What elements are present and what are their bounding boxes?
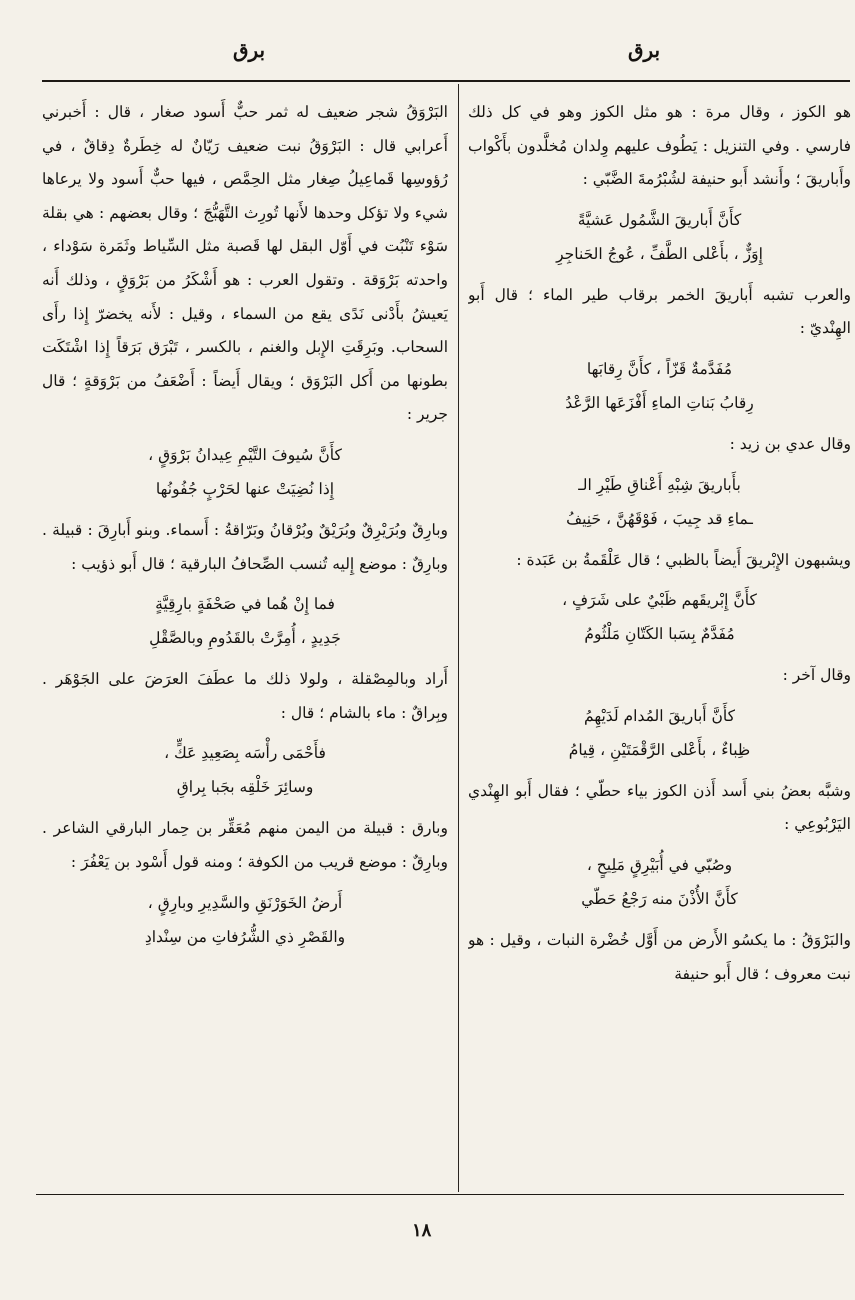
verse-line: جَدِيدٍ ، أُمِرَّتْ بالقَدُومِ وبالصَّقْلِ (149, 629, 341, 648)
paragraph: هو الكوز ، وقال مرة : هو مثل الكوز وهو في كل ذلك فارسي . وفي التنزيل : يَطُوف عليهم وِلدان مُخلَّدون بأَكْواب وأَباريقَ ؛ وأَنشد أَبو حنيفة لشُبْرُمةَ الضَّبّي : (468, 103, 851, 189)
verse-line: كأَنَّ إِبْريقَهم ظَبْيٌ على شَرَفٍ ، (562, 591, 757, 610)
verse-line: ـماءِ قد جِيبَ ، فَوْقَهُنَّ ، حَنِيفُ (566, 509, 753, 528)
verse-line: والقَصْرِ ذي الشُّرُفاتِ من سِنْدادِ (144, 927, 346, 946)
right-column (468, 96, 851, 1192)
verse (468, 583, 851, 651)
verse-line: إِذا نُضِيَتْ عنها لحَرْبٍ جُفُونُها (155, 479, 335, 498)
verse-line: كأَنَّ أَباريقَ المُدام لَدَيْهِمُ (584, 706, 735, 725)
page-number: ١٨ (412, 1220, 432, 1241)
verse (468, 203, 851, 271)
verse (468, 468, 851, 536)
paragraph: وبارق : قبيلة من اليمن منهم مُعَقِّر بن حِمار البارقي الشاعر . وبارِقٌ : موضع قريب من الكوفة ؛ ومنه قول أَسْود بن يَعْفُرَ : (42, 819, 448, 871)
verse-line: إِوَزٌّ ، بأَعْلى الطَّفِّ ، عُوجُ الحَناجِرِ (556, 244, 763, 263)
verse-line: فما إِنْ هُما في صَحْفَةٍ بارِقِيَّةٍ (155, 595, 335, 614)
paragraph: أَراد وبالمِصْقلة ، ولولا ذلك ما عطَفَ العرَضَ على الجَوْهَر . وبِراقٌ : ماء بالشام ؛ قال : (42, 670, 448, 722)
paragraph: ويشبهون الإِبْريقَ أَيضاً بالظبي ؛ قال عَلْقَمةُ بن عَبَدة : (516, 550, 851, 569)
verse-line: أَرضُ الخَوَرْنَقِ والسَّدِيرِ وبارِقٍ ، (147, 893, 343, 912)
paragraph: والبَرْوَقُ : ما يكسُو الأَرض من أَوَّل خُضْرة النبات ، وقيل : هو نبت معروف ؛ قال أَبو حنيفة (468, 930, 851, 983)
column-divider (458, 84, 459, 1192)
verse-line: وصُبّي في أُبَيْرِقٍ مَلِيحٍ ، (586, 855, 733, 874)
verse (468, 848, 851, 916)
verse-line: كأَنَّ الأُذْنَ منه رَجْعُ حَطّي (581, 889, 738, 908)
paragraph: وبارِقٌ وبُرَيْرِقٌ وبُرَيْقٌ وبُرْقانُ وبَرّاقةُ : أَسماء. وبنو أَبارِقَ : قبيلة . وبارِقٌ : موضع إِليه تُنسب الصِّحافُ البارقية ؛ قال أَبو ذؤيب : (42, 520, 448, 573)
verse (42, 736, 448, 804)
left-column (42, 96, 448, 1192)
verse (42, 886, 448, 954)
paragraph: وقال آخر : (782, 666, 851, 685)
verse (468, 352, 851, 420)
verse-line: رِقابُ بَناتِ الماءِ أَفْزَعَها الرَّعْدُ (565, 393, 754, 412)
verse (42, 438, 448, 506)
paragraph: البَرْوَقُ شجر ضعيف له ثمر حبٌّ أَسود صغار ، قال : أَخبرني أَعرابي قال : البَرْوَقُ نبت ضعيف رَيّانٌ له خِطَرةٌ دِقاقٌ ، في رُؤوسِها قَماعِيلُ صِغار مثل الحِمَّص ، فيها حبٌّ أَسود ولا يرعاها شيء ولا تؤكل وحدها لأَنها تُورِث التَّهَبُّجَ ؛ وقال بعضهم : هي بقلة سَوْء تَنْبُت في أَوّل البقل لها قَصبة مثل السِّياط وثَمَرة سَوْداء ، واحدته بَرْوَقة . وتقول العرب : هو أَشْكَرُ من بَرْوَقٍ ، وذلك أَنه يَعيشُ بأَدْنى نَدًى يقع من السماء ، وقيل : لأَنه يخضرّ إِذا رأَى السحاب. وبَرِقَتِ الإِبل والغنم ، بالكسر ، تَبْرَق بَرَقاً إِذا اشْتَكَت بطونها من أَكل البَرْوَق ؛ ويقال أَيضاً : أَضْعَفُ من بَرْوَقةٍ ؛ قال جرير : (42, 103, 448, 424)
verse-line: فأَحْمَى رأْسَه بِصَعِيدِ عَكٍّ ، (164, 744, 326, 763)
running-header-right: برق (628, 38, 661, 62)
verse-line: بأَباريقَ شِبْهِ أَعْناقِ طَيْرِ الـ (578, 475, 741, 494)
verse (42, 587, 448, 655)
verse-line: وسائِرَ خَلْقِه بجَبا بِراقِ (176, 778, 314, 797)
verse-line: ظِباءٌ ، بأَعْلى الرَّقْمَتَيْنِ ، قِيامُ (568, 740, 751, 759)
verse (468, 699, 851, 767)
verse-line: كأَنَّ أَباريقَ الشَّمُول عَشيَّةً (577, 210, 742, 229)
paragraph: وشبَّه بعضُ بني أَسد أَذن الكوز بياء حطّي ؛ فقال أَبو الهِنْدي اليَرْبُوعِي : (468, 781, 851, 834)
running-header-left: برق (233, 38, 266, 62)
header-rule (42, 80, 850, 82)
footer-rule (36, 1194, 844, 1195)
verse-line: مُفَدَّمةٌ قَزّاً ، كأَنَّ رِقابَها (586, 359, 733, 378)
verse-line: مُفَدَّمٌ بِسَبا الكَتّانِ مَلْثُومُ (584, 625, 735, 644)
paragraph: وقال عدي بن زيد : (729, 434, 851, 453)
paragraph: والعرب تشبه أَباريقَ الخمر برقاب طير الماء ؛ قال أَبو الهِنْديّ : (468, 285, 851, 338)
verse-line: كأَنَّ سُيوفَ التَّيْمِ عِيدانُ بَرْوَقٍ ، (148, 445, 342, 464)
